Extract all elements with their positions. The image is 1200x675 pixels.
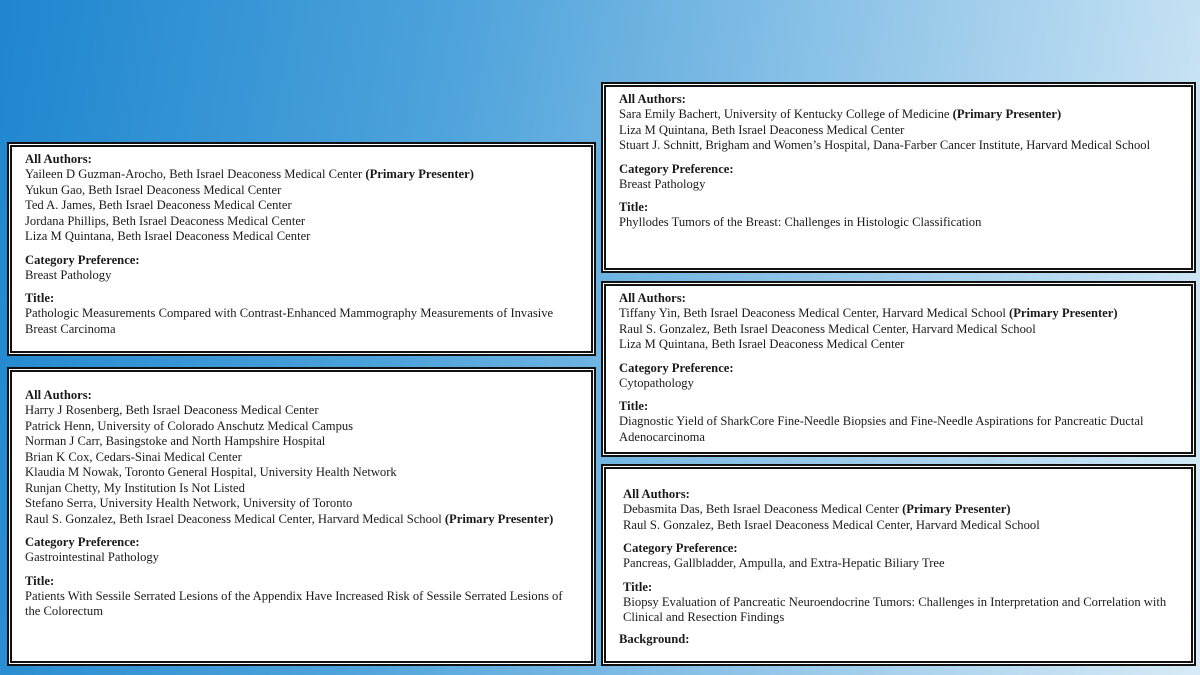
author-line <box>619 138 1181 154</box>
title-label: Title: <box>619 399 649 413</box>
authors-label: All Authors: <box>25 388 92 402</box>
author-line <box>25 183 581 199</box>
author-name: Stuart J. Schnitt, Brigham and Women’s Hospital, Dana-Farber Cancer Institute, Harvard Medical School <box>619 138 1151 152</box>
category-value: Breast Pathology <box>25 267 112 282</box>
author-name: Tiffany Yin, Beth Israel Deaconess Medical Center, Harvard Medical School <box>619 306 1010 320</box>
author-name: Brian K Cox, Cedars-Sinai Medical Center <box>25 449 242 464</box>
author-line <box>25 450 581 466</box>
abstract-card <box>604 284 1193 454</box>
author-line <box>619 322 1181 338</box>
title-label: Title: <box>25 573 55 588</box>
category-label: Category Preference: <box>25 252 140 267</box>
primary-presenter-tag: (Primary Presenter) <box>444 511 554 526</box>
category-value: Gastrointestinal Pathology <box>25 550 159 564</box>
author-name: Yukun Gao, Beth Israel Deaconess Medical Center <box>25 182 282 197</box>
author-name: Liza M Quintana, Beth Israel Deaconess Medical Center <box>25 229 311 243</box>
primary-presenter-tag: (Primary Presenter) <box>365 167 474 181</box>
author-name: Raul S. Gonzalez, Beth Israel Deaconess Medical Center, Harvard Medical School <box>623 517 1040 532</box>
authors-label: All Authors: <box>619 92 686 106</box>
author-line <box>619 306 1181 322</box>
primary-presenter-tag: (Primary Presenter) <box>902 502 1011 516</box>
author-name: Harry J Rosenberg, Beth Israel Deaconess Medical Center <box>25 403 319 417</box>
author-line <box>25 465 581 481</box>
author-line <box>25 419 581 435</box>
author-line <box>619 123 1181 139</box>
primary-presenter-tag: (Primary Presenter) <box>952 107 1062 121</box>
abstract-title: Pathologic Measurements Compared with Contrast-Enhanced Mammography Measurements of Invasive Breast Carcinoma <box>25 306 557 336</box>
title-label: Title: <box>619 200 649 214</box>
author-name: Runjan Chetty, My Institution Is Not Listed <box>25 480 245 495</box>
author-name: Debasmita Das, Beth Israel Deaconess Medical Center <box>623 502 903 516</box>
author-line <box>25 434 581 450</box>
author-name: Sara Emily Bachert, University of Kentucky College of Medicine <box>619 107 953 121</box>
author-line <box>619 518 1181 534</box>
author-line <box>619 502 1181 518</box>
author-line <box>25 481 581 497</box>
abstract-card <box>10 370 593 663</box>
author-name: Klaudia M Nowak, Toronto General Hospital, University Health Network <box>25 465 397 479</box>
category-label: Category Preference: <box>619 161 734 176</box>
author-name: Jordana Phillips, Beth Israel Deaconess Medical Center <box>25 213 306 228</box>
abstract-card <box>604 85 1193 270</box>
author-name: Liza M Quintana, Beth Israel Deaconess Medical Center <box>619 122 905 137</box>
abstract-title: Diagnostic Yield of SharkCore Fine-Needle Biopsies and Fine-Needle Aspirations for Pancreatic Ductal Adenocarcinoma <box>619 414 1146 444</box>
author-name: Ted A. James, Beth Israel Deaconess Medical Center <box>25 198 292 212</box>
author-name: Patrick Henn, University of Colorado Anschutz Medical Campus <box>25 418 354 433</box>
author-line <box>25 403 581 419</box>
author-name: Stefano Serra, University Health Network, University of Toronto <box>25 496 353 510</box>
author-name: Raul S. Gonzalez, Beth Israel Deaconess Medical Center, Harvard Medical School <box>619 321 1036 336</box>
authors-label: All Authors: <box>25 152 92 166</box>
abstract-card <box>604 467 1193 663</box>
author-line <box>25 512 581 528</box>
author-name: Raul S. Gonzalez, Beth Israel Deaconess Medical Center, Harvard Medical School <box>25 511 445 526</box>
authors-label: All Authors: <box>619 291 686 305</box>
title-label: Title: <box>623 579 653 594</box>
category-label: Category Preference: <box>25 535 140 549</box>
author-name: Liza M Quintana, Beth Israel Deaconess Medical Center <box>619 337 905 351</box>
abstract-card <box>10 145 593 353</box>
category-value: Breast Pathology <box>619 176 706 191</box>
author-name: Norman J Carr, Basingstoke and North Hampshire Hospital <box>25 434 326 448</box>
authors-label: All Authors: <box>623 487 690 501</box>
category-label: Category Preference: <box>619 360 734 375</box>
category-label: Category Preference: <box>623 541 738 555</box>
primary-presenter-tag: (Primary Presenter) <box>1009 306 1118 320</box>
abstract-title: Phyllodes Tumors of the Breast: Challenges in Histologic Classification <box>619 215 982 229</box>
author-line <box>25 229 581 245</box>
abstract-title: Biopsy Evaluation of Pancreatic Neuroendocrine Tumors: Challenges in Interpretation and Correlation with Clinical and Resection Findings <box>623 594 1170 624</box>
title-label: Title: <box>25 291 55 305</box>
category-value: Cytopathology <box>619 375 694 390</box>
author-line <box>619 107 1181 123</box>
author-line <box>619 337 1181 353</box>
background-label: Background: <box>619 631 690 646</box>
category-value: Pancreas, Gallbladder, Ampulla, and Extra-Hepatic Biliary Tree <box>623 556 945 570</box>
author-line <box>25 214 581 230</box>
author-name: Yaileen D Guzman-Arocho, Beth Israel Deaconess Medical Center <box>25 167 366 181</box>
author-line <box>25 167 581 183</box>
author-line <box>25 198 581 214</box>
abstract-title: Patients With Sessile Serrated Lesions of the Appendix Have Increased Risk of Sessile Serrated Lesions of the Colorectum <box>25 588 566 618</box>
author-line <box>25 496 581 512</box>
